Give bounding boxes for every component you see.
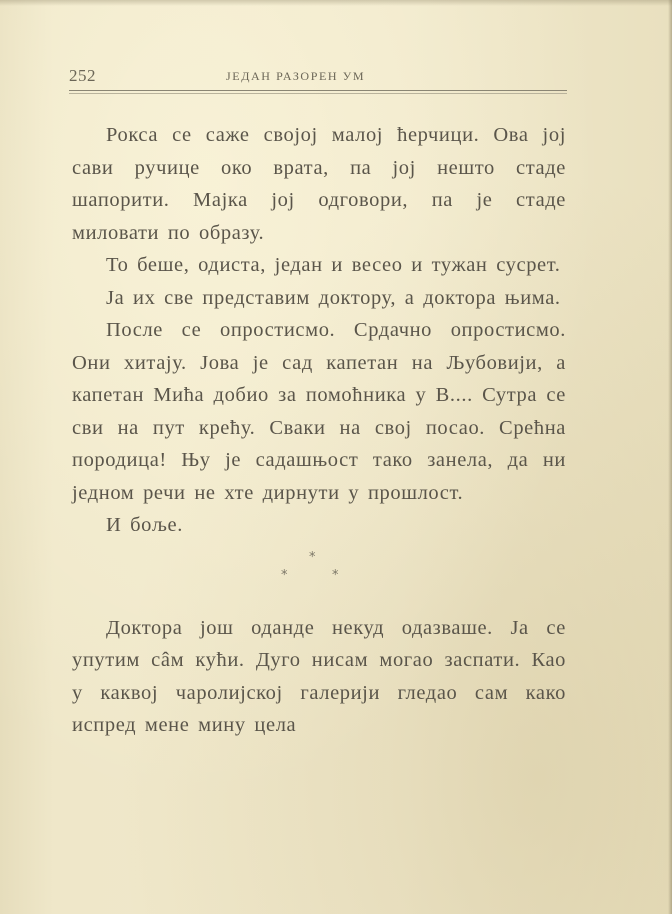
page-right-edge [668,0,672,914]
paragraph: Ја их све представим доктору, а доктора њима. [106,286,561,309]
asterisk-ornament: * [332,567,339,583]
paragraph: И боље. [106,514,183,536]
running-head [69,66,567,86]
asterisk-ornament: * [281,567,288,583]
paragraph: То беше, одиста, један и весео и тужан сусрет. [106,254,561,276]
section-break-ornament [72,542,566,612]
paragraph: Доктора још оданде некуд одазваше. Ја се упутим сâм кући. Дуго нисам могао заспати. Као у каквој чаролијској галерији гледао сам како испред мене мину цела [72,616,566,736]
paragraph: Рокса се саже својој малој ћерчици. Ова јој сави ручице око врата, па јој нешто стаде шапорити. Мајка јој одговори, па је стаде миловати по образу. [72,124,566,244]
page-top-shadow [0,0,672,6]
header-rule-thin [69,93,567,94]
asterisk-ornament: * [309,549,316,565]
body-text [72,119,566,742]
header-rule [69,90,567,91]
page-number: 252 [69,66,96,85]
paragraph: После се опростисмо. Срдачно опростисмо. Они хитају. Јова је сад капетан на Љубовији, а капетан Мића добио за помоћника у В.... Сутра се сви на пут крећу. Сваки на свој посао. Срећна породица! Њу је садашњост тако занела, да ни једном речи не хте дирнути у прошлост. [72,319,566,504]
running-title: ЈЕДАН РАЗОРЕН УМ [226,69,366,83]
